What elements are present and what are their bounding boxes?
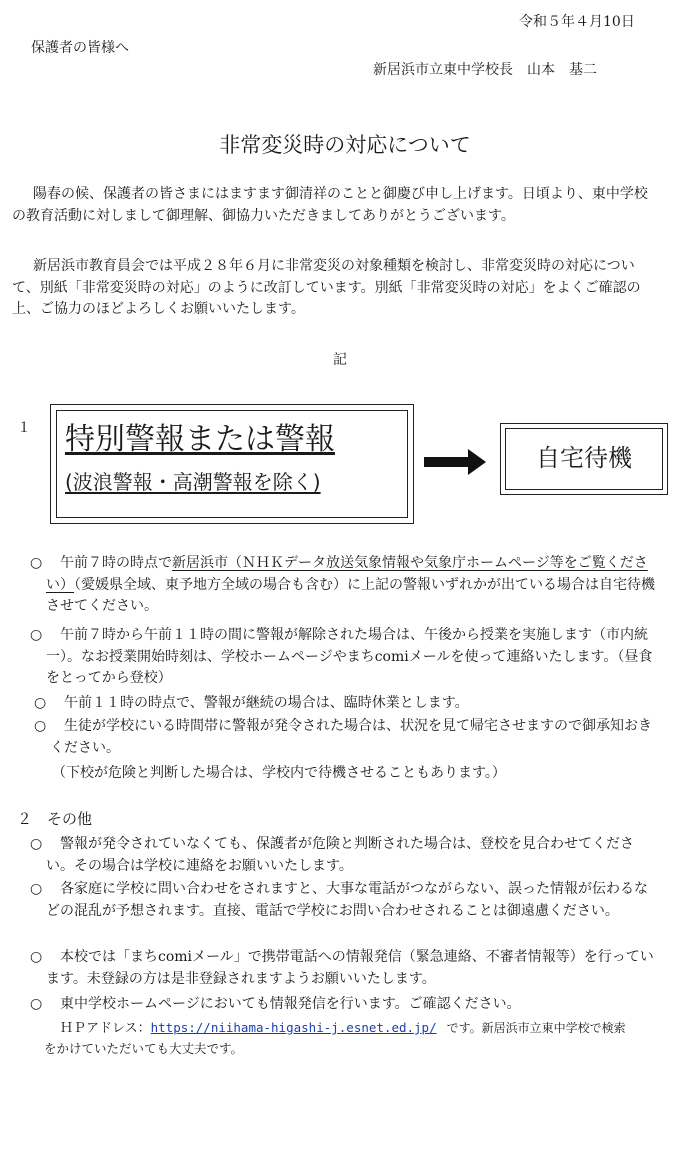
section-2-bullet-3: ○ 本校では「まちcomiメール」で携帯電話への情報発信（緊急連絡、不審者情報等）を行っています。未登録の方は是非登録されますようお願いいたします。 xyxy=(30,949,654,987)
section-2-bullet-4: ○ 東中学校ホームページにおいても情報発信を行います。ご確認ください。 xyxy=(30,994,660,1016)
warning-box-outer xyxy=(50,404,414,524)
warning-box-title: 特別警報または警報 xyxy=(65,422,335,457)
page-title: 非常変災時の対応について xyxy=(219,133,471,157)
result-box-outer xyxy=(500,423,668,495)
section-2-bullet-2: ○ 各家庭に学校に問い合わせをされますと、大事な電話がつながらない、誤った情報が伝わるなどの混乱が予想されます。直接、電話で学校にお問い合わせされることは御遠慮ください。 xyxy=(30,881,648,919)
section-2-bullet-1: ○ 警報が発令されていなくても、保護者が危険と判断された場合は、登校を見合わせてください。その場合は学校に連絡をお願いいたします。 xyxy=(30,836,634,874)
intro-paragraph-2: 新居浜市教育員会では平成２８年６月に非常変災の対象種類を検討し、非常変災時の対応について、別紙「非常変災時の対応」のように改訂しています。別紙「非常変災時の対応」をよくご確認の上、ご協力のほどよろしくお願いいたします。 xyxy=(12,258,641,317)
section-1-bullet-2: ○ 午前７時から午前１１時の間に警報が解除された場合は、午後から授業を実施します（市内統一）。なお授業開始時刻は、学校ホームページやまちcomiメールを使って連絡いたします。（昼食をとってから登校） xyxy=(30,627,653,686)
warning-box-inner xyxy=(56,410,408,518)
result-box-label: 自宅待機 xyxy=(505,428,663,490)
bullet-circle-icon: ○ xyxy=(34,695,47,711)
section-1-bullet-3: ○ 午前１１時の時点で、警報が継続の場合は、臨時休業とします。 xyxy=(34,693,660,715)
addressee: 保護者の皆様へ xyxy=(31,40,129,56)
hp-label: ＨＰアドレス： xyxy=(60,1021,151,1036)
bullet-circle-icon: ○ xyxy=(34,718,47,734)
bullet-circle-icon: ○ xyxy=(30,996,43,1012)
bullet-circle-icon: ○ xyxy=(30,949,43,965)
hp-tail: です。新居浜市立東中学校で検索 xyxy=(446,1021,626,1035)
section-2-heading: ２ その他 xyxy=(17,810,93,828)
hp-address-line xyxy=(60,1018,670,1039)
right-arrow-icon xyxy=(424,448,488,476)
bullet-circle-icon: ○ xyxy=(30,836,43,852)
hp-tail-line-2: をかけていただいても大丈夫です。 xyxy=(44,1041,244,1056)
hp-url-link[interactable]: https://niihama-higashi-j.esnet.ed.jp/ xyxy=(150,1020,437,1035)
section-1-number: １ xyxy=(17,420,31,436)
sender: 新居浜市立東中学校長 山本 基二 xyxy=(373,62,597,78)
intro-paragraph-1: 陽春の候、保護者の皆さまにはますます御清祥のことと御慶び申し上げます。日頃より、東中学校の教育活動に対しまして御理解、御協力いただきましてありがとうございます。 xyxy=(12,186,648,224)
bullet-circle-icon: ○ xyxy=(30,555,43,571)
ki-marker: 記 xyxy=(333,352,347,368)
bullet-circle-icon: ○ xyxy=(30,627,43,643)
warning-box-subtitle: (波浪警報・高潮警報を除く) xyxy=(65,470,321,494)
section-1-bullet-1: ○ 午前７時の時点で新居浜市（ＮＨＫデータ放送気象情報や気象庁ホームページ等をご覧ください）（愛媛県全域、東予地方全域の場合も含む）に上記の警報いずれかが出ている場合は自宅待機させてください。 xyxy=(30,555,655,614)
section-1-note: （下校が危険と判断した場合は、学校内で待機させることもあります。） xyxy=(52,765,506,781)
letter-date: 令和５年４月10日 xyxy=(519,14,635,30)
section-1-bullet-4: ○ 生徒が学校にいる時間帯に警報が発令された場合は、状況を見て帰宅させますので御承知おきください。 xyxy=(34,718,652,756)
bullet-circle-icon: ○ xyxy=(30,881,43,897)
